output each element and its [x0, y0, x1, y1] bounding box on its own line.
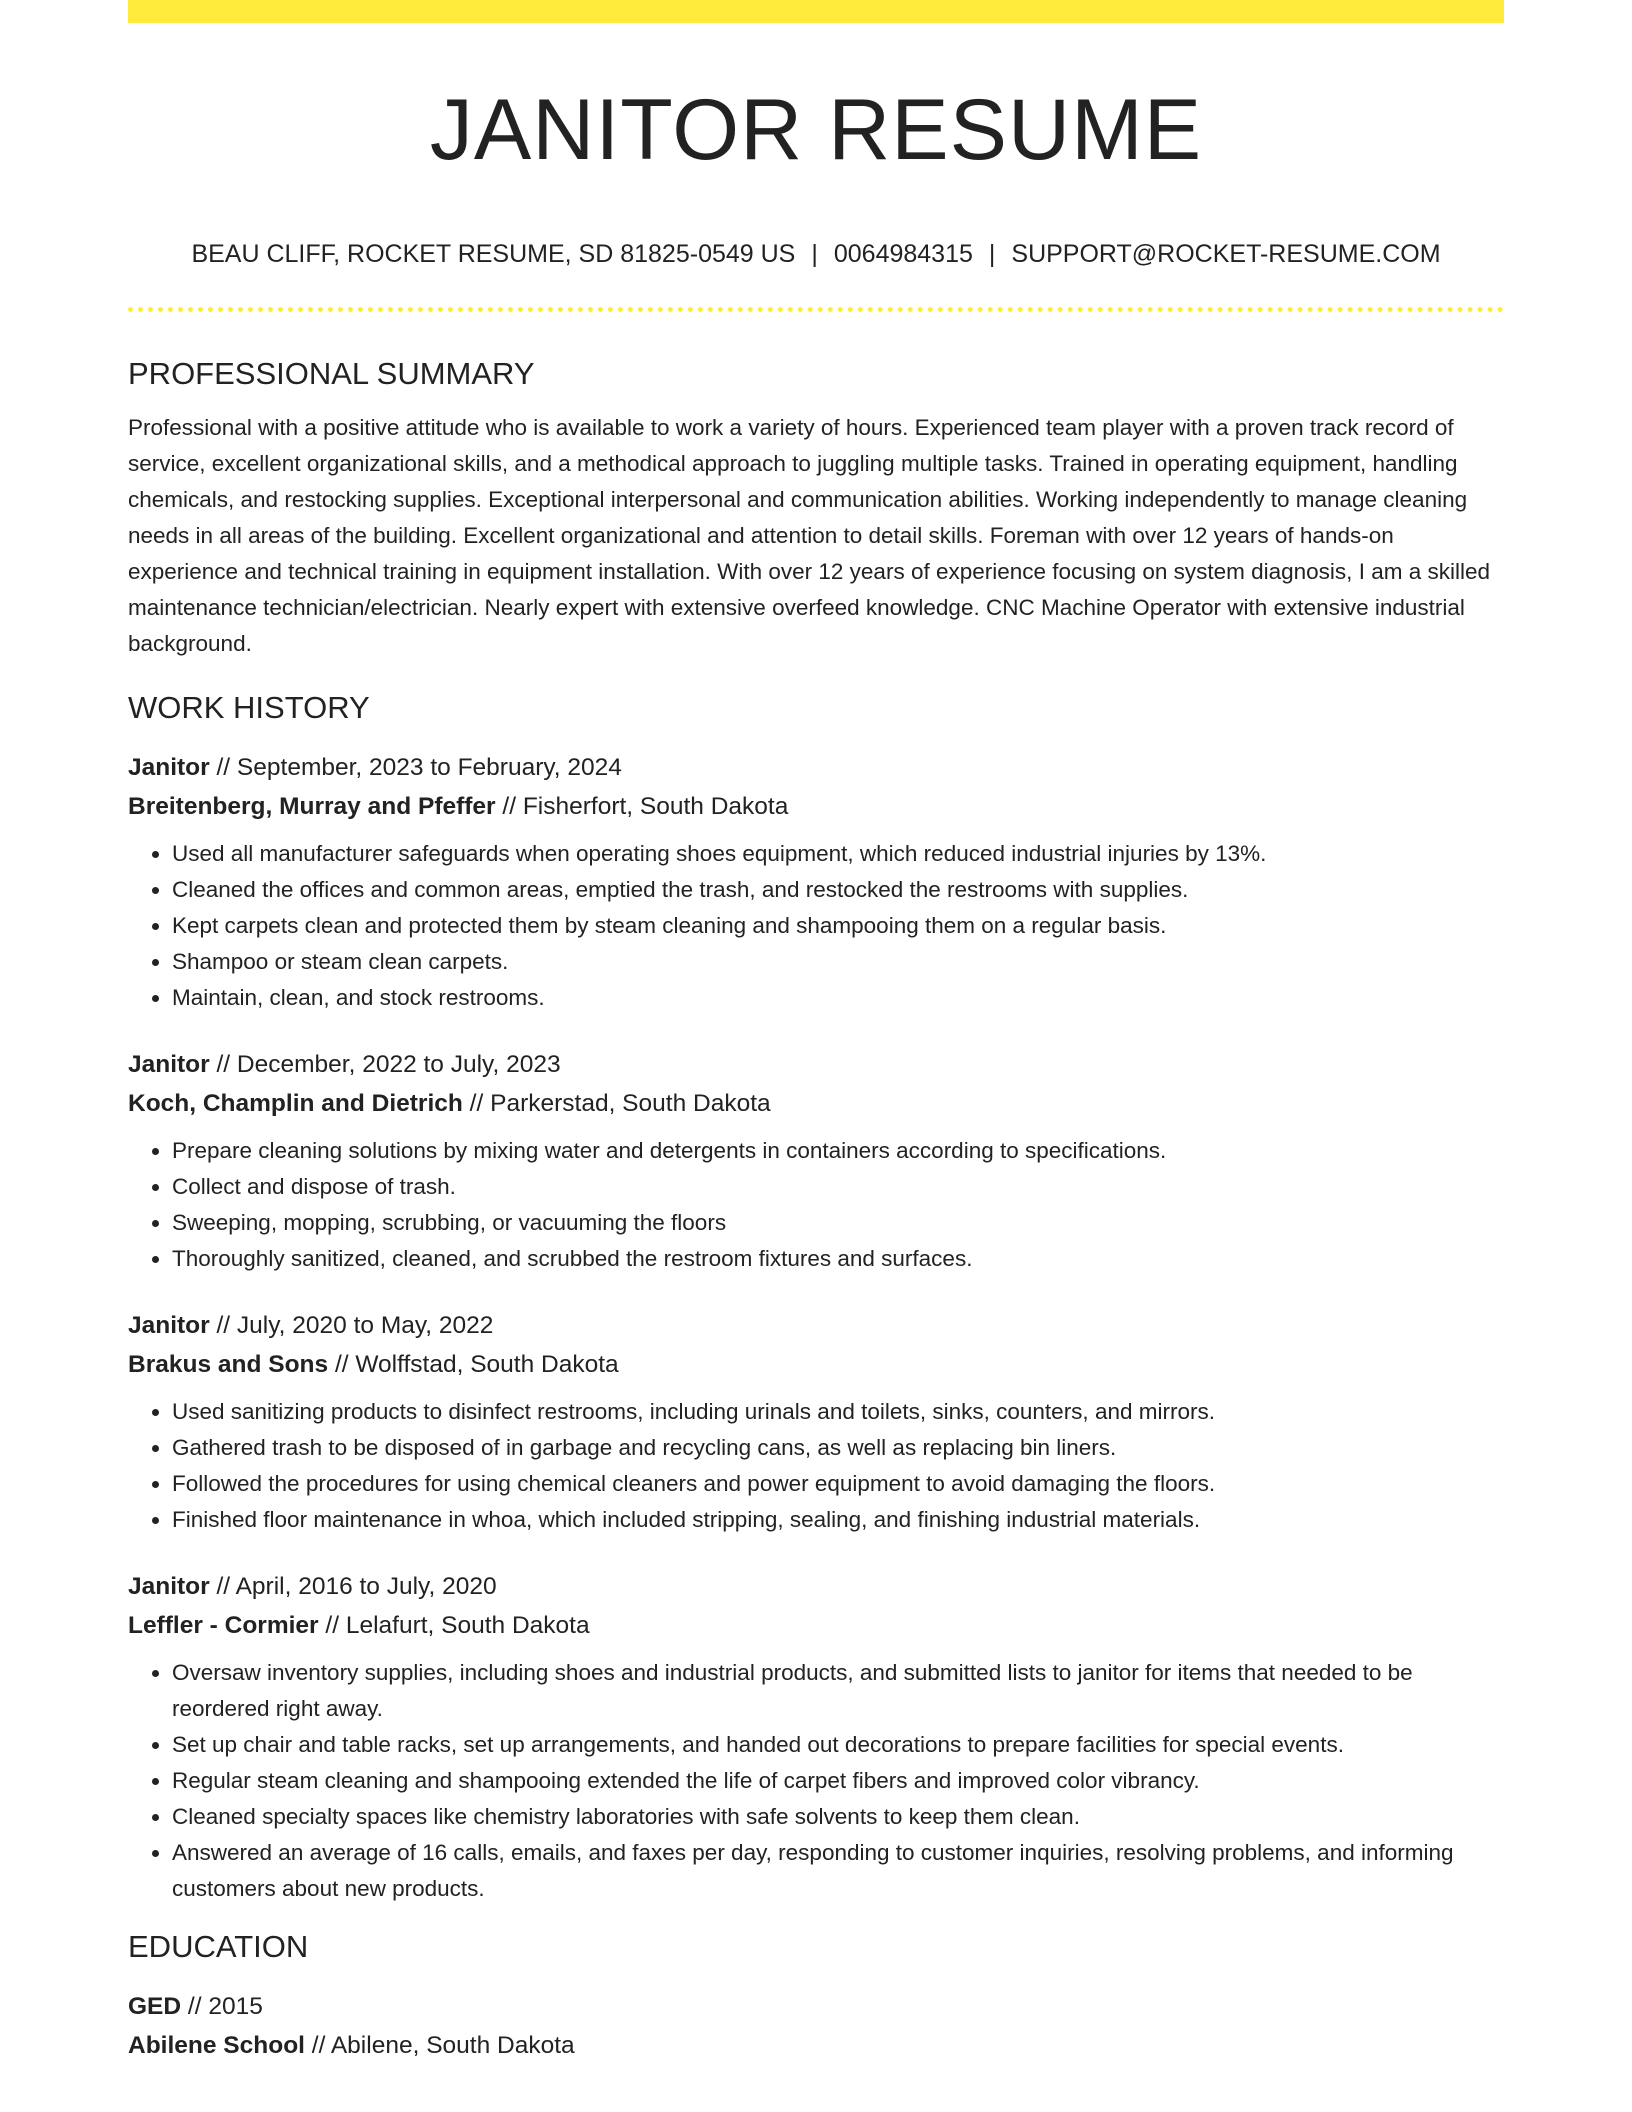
job-bullet: • Prepare cleaning solutions by mixing water and detergents in containers according to specifications.: [172, 1133, 1504, 1169]
job-company-line: [128, 787, 1504, 826]
job-bullet: • Set up chair and table racks, set up arrangements, and handed out decorations to prepare facilities for special events.: [172, 1727, 1504, 1763]
work-history-heading: WORK HISTORY: [128, 690, 370, 725]
education-school: Abilene School: [128, 2032, 305, 2059]
job-dates: // September, 2023 to February, 2024: [209, 754, 622, 781]
accent-top-bar: [128, 0, 1504, 23]
education-heading: EDUCATION: [128, 1929, 309, 1964]
job-location: // Lelafurt, South Dakota: [318, 1612, 590, 1639]
education-location: // Abilene, South Dakota: [304, 2032, 575, 2059]
job-bullet: • Gathered trash to be disposed of in garbage and recycling cans, as well as replacing bin liners.: [172, 1430, 1504, 1466]
job-location: // Wolffstad, South Dakota: [328, 1351, 619, 1378]
job-company: Koch, Champlin and Dietrich: [128, 1090, 463, 1117]
job-bullet: • Oversaw inventory supplies, including shoes and industrial products, and submitted lists to janitor for items that needed to be reordered right away.: [172, 1655, 1504, 1727]
resume-title: JANITOR RESUME: [429, 82, 1203, 178]
job-bullet: • Shampoo or steam clean carpets.: [172, 944, 1504, 980]
summary-section: [128, 352, 1504, 662]
job-title: Janitor: [128, 1051, 210, 1078]
education-degree: GED: [128, 1993, 182, 2020]
job-company: Breitenberg, Murray and Pfeffer: [128, 793, 496, 820]
job-company-line: [128, 1084, 1504, 1123]
job-bullets: [128, 1655, 1504, 1907]
job-company: Brakus and Sons: [128, 1351, 329, 1378]
job-title: Janitor: [128, 1573, 210, 1600]
job-title-line: [128, 1306, 1504, 1345]
job-bullet: • Regular steam cleaning and shampooing extended the life of carpet fibers and improved color vibrancy.: [172, 1763, 1504, 1799]
job-bullet: • Followed the procedures for using chemical cleaners and power equipment to avoid damaging the floors.: [172, 1466, 1504, 1502]
education-degree-line: [128, 1987, 1504, 2026]
summary-heading: PROFESSIONAL SUMMARY: [128, 356, 535, 391]
contact-line: [128, 236, 1504, 272]
contact-separator: |: [811, 240, 818, 268]
summary-text: Professional with a positive attitude who is available to work a variety of hours. Experienced team player with a proven track record of service, excellent organizational skills, and a methodical approach to juggling multiple tasks. Trained in operating equipment, handling chemicals, and restocking supplies. Exceptional interpersonal and communication abilities. Working independently to manage cleaning needs in all areas of the building. Excellent organizational and attention to detail skills. Foreman with over 12 years of hands-on experience and technical training in equipment installation. With over 12 years of experience focusing on system diagnosis, I am a skilled maintenance technician/electrician. Nearly expert with extensive overfeed knowledge. CNC Machine Operator with extensive industrial background.: [128, 415, 1490, 656]
job-entry: [128, 1045, 1504, 1277]
work-history-section: [128, 686, 1504, 1907]
job-title: Janitor: [128, 754, 210, 781]
contact-address: BEAU CLIFF, ROCKET RESUME, SD 81825-0549 US: [191, 240, 796, 268]
job-entry: [128, 1567, 1504, 1907]
job-bullet: • Cleaned the offices and common areas, emptied the trash, and restocked the restrooms with supplies.: [172, 872, 1504, 908]
dotted-divider: [128, 307, 1504, 312]
job-entry: [128, 1306, 1504, 1538]
job-entry: [128, 748, 1504, 1016]
contact-email: SUPPORT@ROCKET-RESUME.COM: [1011, 240, 1441, 268]
job-bullet: • Maintain, clean, and stock restrooms.: [172, 980, 1504, 1016]
job-bullet: • Cleaned specialty spaces like chemistry laboratories with safe solvents to keep them clean.: [172, 1799, 1504, 1835]
job-dates: // April, 2016 to July, 2020: [209, 1573, 497, 1600]
job-bullets: [128, 836, 1504, 1016]
job-company-line: [128, 1606, 1504, 1645]
job-dates: // July, 2020 to May, 2022: [209, 1312, 494, 1339]
job-bullet: • Collect and dispose of trash.: [172, 1169, 1504, 1205]
job-title: Janitor: [128, 1312, 210, 1339]
job-bullet: • Thoroughly sanitized, cleaned, and scrubbed the restroom fixtures and surfaces.: [172, 1241, 1504, 1277]
resume-body: [128, 352, 1504, 2065]
job-bullet: • Finished floor maintenance in whoa, which included stripping, sealing, and finishing industrial materials.: [172, 1502, 1504, 1538]
education-year: // 2015: [181, 1993, 263, 2020]
job-bullet: • Sweeping, mopping, scrubbing, or vacuuming the floors: [172, 1205, 1504, 1241]
job-location: // Fisherfort, South Dakota: [495, 793, 789, 820]
contact-phone: 0064984315: [833, 240, 973, 268]
contact-separator: |: [988, 240, 996, 268]
education-section: [128, 1925, 1504, 2065]
job-bullet: • Used sanitizing products to disinfect restrooms, including urinals and toilets, sinks, counters, and mirrors.: [172, 1394, 1504, 1430]
job-company: Leffler - Cormier: [128, 1612, 319, 1639]
job-title-line: [128, 1567, 1504, 1606]
job-company-line: [128, 1345, 1504, 1384]
education-school-line: [128, 2026, 1504, 2065]
education-entry: [128, 1987, 1504, 2065]
job-bullet: • Kept carpets clean and protected them by steam cleaning and shampooing them on a regular basis.: [172, 908, 1504, 944]
job-bullets: [128, 1133, 1504, 1277]
job-location: // Parkerstad, South Dakota: [462, 1090, 771, 1117]
job-title-line: [128, 748, 1504, 787]
job-dates: // December, 2022 to July, 2023: [209, 1051, 561, 1078]
job-bullet: • Used all manufacturer safeguards when operating shoes equipment, which reduced industrial injuries by 13%.: [172, 836, 1504, 872]
job-bullet: • Answered an average of 16 calls, emails, and faxes per day, responding to customer inquiries, resolving problems, and informing customers about new products.: [172, 1835, 1504, 1907]
job-bullets: [128, 1394, 1504, 1538]
job-title-line: [128, 1045, 1504, 1084]
